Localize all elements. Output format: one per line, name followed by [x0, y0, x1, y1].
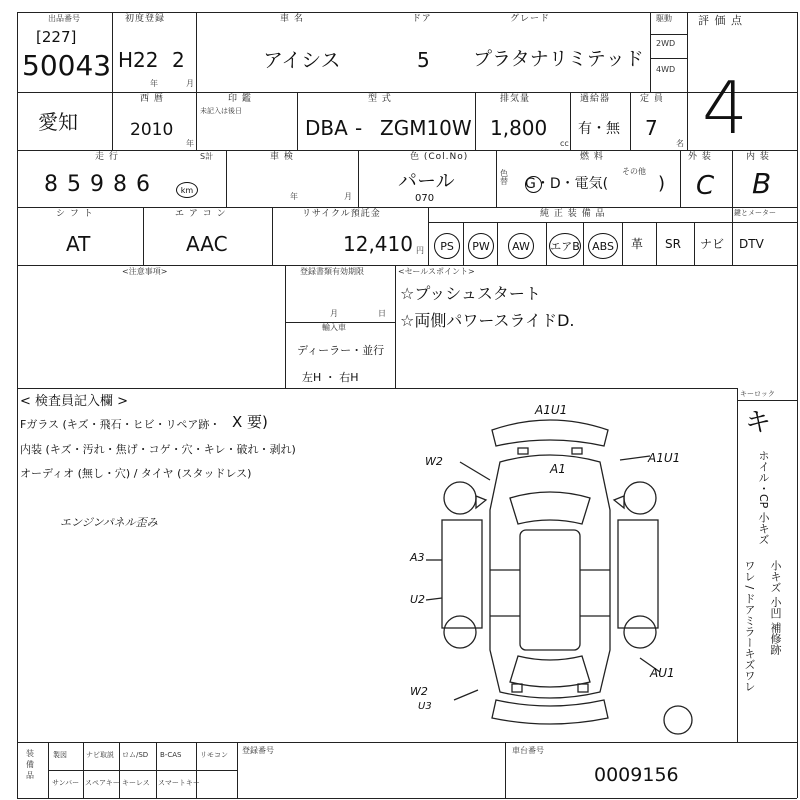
recycle-value: 12,410 [343, 232, 413, 256]
fuel-gasoline-circle [525, 176, 542, 193]
equipment-corner-label: 鍵とメーター [734, 209, 776, 217]
displacement-label: 排気量 [500, 94, 531, 104]
bottom-equip-label: 装 備 品 [26, 749, 34, 781]
reg-no-label: 登録番号 [242, 746, 274, 755]
inspector-audio: オーディオ (無し・穴) / タイヤ (スタッドレス) [20, 467, 252, 480]
prefecture: 愛知 [38, 110, 78, 134]
sales-points-label: <セールスポイント> [398, 267, 475, 276]
meter-label: S計 [200, 152, 214, 161]
inspector-fglass: Fガラス (キズ・飛石・ヒビ・リペア跡・ [20, 418, 221, 431]
registration-deadline-label: 登録書類有効期限 [300, 267, 364, 276]
mark-au1: AU1 [650, 666, 675, 680]
inspector-interior: 内装 (キズ・汚れ・焦げ・コゲ・穴・キレ・破れ・剥れ) [20, 443, 296, 456]
side-panel-text-3: 小キズ 小凹 補修跡 [769, 560, 782, 655]
year-value: 2010 [130, 120, 174, 140]
first-reg-unit-month: 月 [186, 79, 194, 88]
mileage-value: 8 5 9 8 6 [44, 172, 151, 197]
equip-leather: 革 [631, 237, 644, 251]
drive-2wd: 2WD [656, 39, 676, 48]
lot-bracket: [227] [36, 28, 77, 46]
turbo-label: 過給器 [580, 94, 611, 104]
side-panel-text-2: ワレ / ドアミラーキズワレ [743, 560, 756, 692]
inspection-month: 月 [344, 192, 352, 201]
aircon-label: エ ア コ ン [175, 209, 227, 219]
doors-label: ドア [412, 14, 432, 24]
mark-a1u1-top: A1U1 [535, 403, 568, 417]
recycle-unit: 円 [416, 246, 424, 255]
inspection-label: 車 検 [270, 152, 294, 162]
interior-label: 内 装 [746, 152, 770, 162]
side-panel-mark: キ [745, 408, 772, 438]
chassis-label: 車台番号 [512, 746, 544, 755]
model-label: 型 式 [368, 94, 392, 104]
drive-label: 駆動 [656, 14, 672, 23]
equip-dtv: DTV [739, 237, 764, 251]
seal-note: 未記入は後日 [200, 107, 242, 115]
import-steer: 左H ・ 右H [302, 371, 359, 384]
turbo-value: 有・無 [578, 121, 620, 137]
drive-4wd: 4WD [656, 65, 676, 74]
mark-w2-bottom: W2 [410, 685, 428, 698]
mark-u2: U2 [410, 593, 426, 606]
equip-pw: PW [468, 233, 494, 259]
equipment-label: 純 正 装 備 品 [540, 209, 606, 219]
first-reg-unit-year: 年 [150, 79, 158, 88]
doors-value: 5 [417, 48, 430, 72]
mark-u3: U3 [418, 701, 432, 712]
equip-navi: ナビ [700, 237, 725, 251]
grade-label: グレード [510, 14, 551, 24]
year-label: 西 暦 [140, 94, 164, 104]
sales-point-1: ☆プッシュスタート [400, 284, 541, 303]
bottom-col-3: ロム/SD [122, 751, 149, 759]
seal-label: 印 鑑 [228, 94, 252, 104]
model-dash: - [355, 116, 363, 140]
grade-value: プラタナリミテッド [473, 48, 644, 70]
color-value: パール [398, 170, 455, 192]
model-code: ZGM10W [380, 116, 472, 140]
first-reg-era-year: H22 [118, 48, 159, 72]
side-panel-label: キーロック [740, 390, 775, 398]
bottom-row2-2: スペアキー [85, 779, 120, 787]
shift-label: シ フ ト [56, 209, 94, 219]
import-dealer: ディーラー・並行 [297, 344, 385, 357]
color-change-label: 色替 [500, 169, 508, 186]
notes-label: <注意事項> [122, 267, 168, 276]
capacity-label: 定 員 [640, 94, 664, 104]
sales-point-2: ☆両側パワースライドD. [400, 311, 575, 330]
year-unit: 年 [186, 139, 194, 148]
mileage-label: 走 行 [95, 152, 119, 162]
fuel-close: ) [658, 173, 666, 194]
aircon-value: AAC [186, 232, 228, 256]
capacity-value: 7 [645, 116, 658, 140]
bottom-row2-3: キーレス [122, 779, 150, 787]
first-reg-month: 2 [172, 48, 185, 72]
equip-airbag: エアB [549, 233, 581, 259]
score-label: 評 価 点 [698, 14, 743, 27]
lot-number: 50043 [22, 49, 112, 82]
fuel-value: G・D・電気( [525, 176, 609, 192]
import-label: 輸入車 [322, 323, 346, 332]
car-name-value: アイシス [263, 48, 341, 72]
inspector-handwritten-note: エンジンパネル歪み [60, 516, 158, 529]
mark-w2-left: W2 [425, 455, 443, 468]
color-code: 070 [415, 193, 435, 204]
fuel-label: 燃 料 [580, 152, 604, 162]
equip-sr: SR [665, 237, 681, 251]
model-prefix: DBA [305, 116, 348, 140]
recycle-label: リサイクル預託金 [302, 209, 381, 219]
bottom-row2-4: スマートキー [158, 779, 200, 787]
registration-deadline-day: 日 [378, 309, 386, 318]
exterior-label: 外 装 [688, 152, 712, 162]
bottom-col-2: ナビ取説 [86, 751, 114, 759]
mark-a3: A3 [410, 551, 425, 564]
fuel-other: その他 [622, 167, 646, 176]
mark-a1u1-right: A1U1 [648, 451, 681, 465]
capacity-unit: 名 [676, 139, 684, 148]
bottom-col-4: B-CAS [160, 751, 182, 759]
lot-label: 出品番号 [48, 14, 80, 23]
exterior-value: C [696, 171, 715, 201]
first-reg-label: 初度登録 [125, 14, 166, 24]
displacement-unit: cc [560, 139, 569, 148]
equip-abs: ABS [588, 233, 618, 259]
displacement-value: 1,800 [490, 116, 548, 140]
mark-a1-front: A1 [550, 462, 566, 476]
equip-aw: AW [508, 233, 534, 259]
shift-value: AT [66, 232, 91, 256]
bottom-col-5: リモコン [200, 751, 228, 759]
chassis-value: 0009156 [594, 764, 679, 786]
inspector-label: < 検査員記入欄 > [20, 394, 129, 409]
inspector-fglass-mark: X 要) [232, 413, 268, 431]
bottom-col-1: 製図 [53, 751, 67, 759]
mileage-unit-km: km [176, 182, 198, 198]
side-panel-text-1: ホイル・CP 小キズ [757, 450, 770, 545]
inspection-year: 年 [290, 192, 298, 201]
car-name-label: 車 名 [280, 14, 304, 24]
bottom-row2-1: サンバー [52, 779, 80, 787]
color-label: 色 (Col.No) [410, 152, 469, 162]
score-value: 4 [702, 66, 748, 150]
registration-deadline-month: 月 [330, 309, 338, 318]
interior-value: B [752, 167, 772, 200]
equip-ps: PS [434, 233, 460, 259]
